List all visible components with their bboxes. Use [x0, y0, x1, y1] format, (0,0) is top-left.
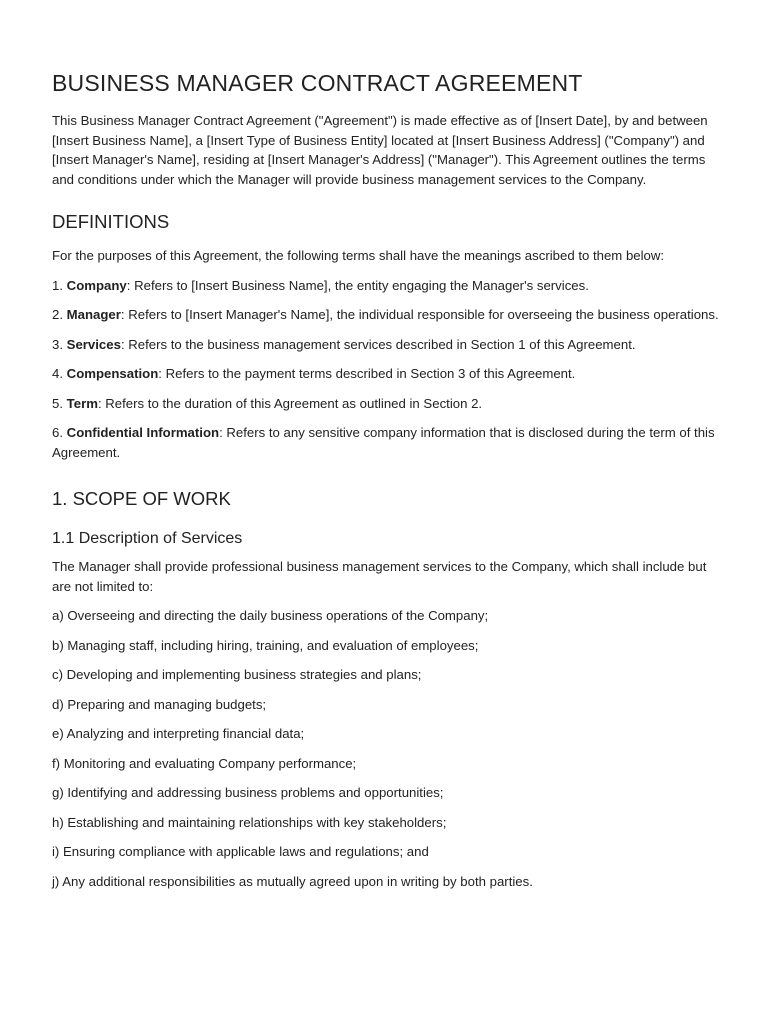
- document-title: BUSINESS MANAGER CONTRACT AGREEMENT: [52, 70, 583, 96]
- definition-term: Company: [66, 277, 127, 293]
- definition-text: : Refers to any sensitive company information that is disclosed during the term of this Agreement.: [52, 425, 715, 460]
- definition-term: Services: [66, 336, 121, 352]
- definition-term: Manager: [66, 307, 121, 322]
- service-list-item: e) Analyzing and interpreting financial data;: [52, 726, 305, 741]
- service-list-item: g) Identifying and addressing business problems and opportunities;: [52, 785, 444, 800]
- definition-item: [52, 335, 722, 355]
- definition-number: 2.: [52, 307, 67, 322]
- service-list-item: a) Overseeing and directing the daily business operations of the Company;: [52, 608, 489, 623]
- definition-text: : Refers to the business management services described in Section 1 of this Agreement.: [120, 336, 636, 352]
- service-list-item: c) Developing and implementing business strategies and plans;: [52, 667, 422, 682]
- definition-number: 5.: [52, 395, 67, 411]
- definition-item: [52, 394, 722, 414]
- definition-text: : Refers to [Insert Manager's Name], the individual responsible for overseeing the business operations.: [120, 307, 719, 322]
- definition-text: : Refers to the duration of this Agreement as outlined in Section 2.: [97, 395, 483, 411]
- definition-number: 3.: [52, 336, 67, 352]
- definitions-heading: DEFINITIONS: [52, 211, 170, 232]
- service-list-item: f) Monitoring and evaluating Company performance;: [52, 755, 357, 771]
- service-list-item: d) Preparing and managing budgets;: [52, 696, 267, 712]
- definition-term: Term: [66, 395, 98, 411]
- definition-text: : Refers to the payment terms described in Section 3 of this Agreement.: [158, 366, 576, 381]
- scope-heading: 1. SCOPE OF WORK: [52, 488, 231, 509]
- definition-number: 6.: [52, 425, 67, 440]
- document-body: [52, 70, 722, 901]
- definitions-lead: For the purposes of this Agreement, the following terms shall have the meanings ascribed to them below:: [52, 248, 665, 263]
- service-list-item: j) Any additional responsibilities as mutually agreed upon in writing by both parties.: [52, 873, 533, 889]
- definition-number: 1.: [52, 277, 67, 293]
- definition-item: [52, 423, 722, 462]
- definition-item: [52, 364, 722, 384]
- services-subheading: 1.1 Description of Services: [52, 530, 243, 547]
- service-list-item: h) Establishing and maintaining relationships with key stakeholders;: [52, 814, 447, 830]
- definition-item: [52, 276, 722, 296]
- service-list-item: i) Ensuring compliance with applicable laws and regulations; and: [52, 844, 429, 859]
- service-list-item: b) Managing staff, including hiring, training, and evaluation of employees;: [52, 637, 479, 653]
- intro-paragraph: This Business Manager Contract Agreement ("Agreement") is made effective as of [Insert Date], by and between [Insert Business Name], a [Insert Type of Business Entity] located at [Insert Business Address] ("Company") and [Insert Manager's Name], residing at [Insert Manager's Address] ("Manager"). This Agreement outlines the terms and conditions under which the Manager will provide business management services to the Company.: [52, 113, 708, 187]
- definition-item: [52, 305, 722, 325]
- definition-number: 4.: [52, 366, 67, 381]
- definition-text: : Refers to [Insert Business Name], the entity engaging the Manager's services.: [126, 277, 589, 293]
- services-lead: The Manager shall provide professional business management services to the Company, which shall include but are not limited to:: [52, 559, 707, 594]
- definition-term: Compensation: [66, 366, 159, 381]
- definition-term: Confidential Information: [66, 425, 220, 440]
